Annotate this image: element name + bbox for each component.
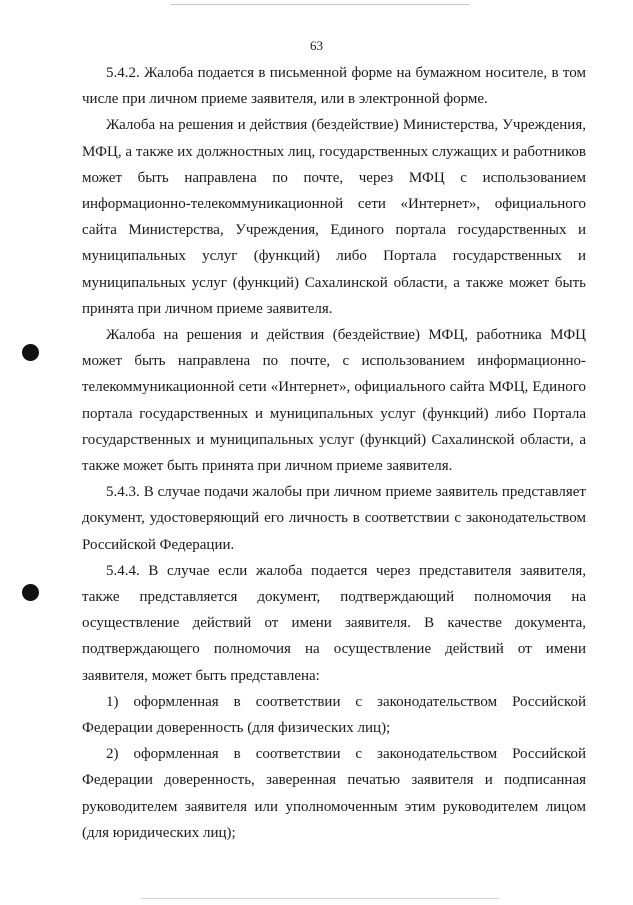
paragraph-complaint-ministry: Жалоба на решения и действия (бездействие) Министерства, Учреждения, МФЦ, а также их должностных лиц, государственных служащих и работников может быть направлена по почте, через МФЦ с использованием информационно-телекоммуникационной сети «Интернет», официального сайта Министерства, Учреждения, Единого портала государственных и муниципальных услуг (функций) либо Портала государственных и муниципальных услуг (функций) Сахалинской области, а также может быть принята при личном приеме заявителя.: [82, 117, 586, 317]
list-item-2: 2) оформленная в соответствии с законодательством Российской Федерации доверенность, заверенная печатью заявителя и подписанная руководителем заявителя или уполномоченным этим руководителем лицом (для юридических лиц);: [82, 746, 586, 841]
scan-edge-bottom: [140, 898, 500, 899]
punch-hole-mark: [22, 344, 39, 361]
paragraph-5-4-3: 5.4.3. В случае подачи жалобы при личном приеме заявитель представляет документ, удостоверяющий его личность в соответствии с законодательством Российской Федерации.: [82, 484, 586, 553]
punch-hole-mark: [22, 584, 39, 601]
paragraph-5-4-4: 5.4.4. В случае если жалоба подается через представителя заявителя, также представляется документ, подтверждающий полномочия на осуществление действий от имени заявителя. В качестве документа, подтверждающего полномочия на осуществление действий от имени заявителя, может быть представлена:: [82, 562, 586, 684]
list-item-1: 1) оформленная в соответствии с законодательством Российской Федерации доверенность (для физических лиц);: [82, 693, 586, 737]
paragraph-5-4-2: 5.4.2. Жалоба подается в письменной форме на бумажном носителе, в том числе при личном приеме заявителя, или в электронной форме.: [82, 65, 586, 108]
page-number: 63: [310, 38, 323, 53]
scan-edge-top: [170, 4, 470, 5]
paragraph-complaint-mfc: Жалоба на решения и действия (бездействие) МФЦ, работника МФЦ может быть направлена по почте, с использованием информационно-телекоммуникационной сети «Интернет», официального сайта МФЦ, Единого портала государственных и муниципальных услуг (функций) либо Портала государственных и муниципальных услуг (функций) Сахалинской области, а также может быть принята при личном приеме заявителя.: [82, 327, 586, 475]
document-body: [82, 60, 586, 846]
